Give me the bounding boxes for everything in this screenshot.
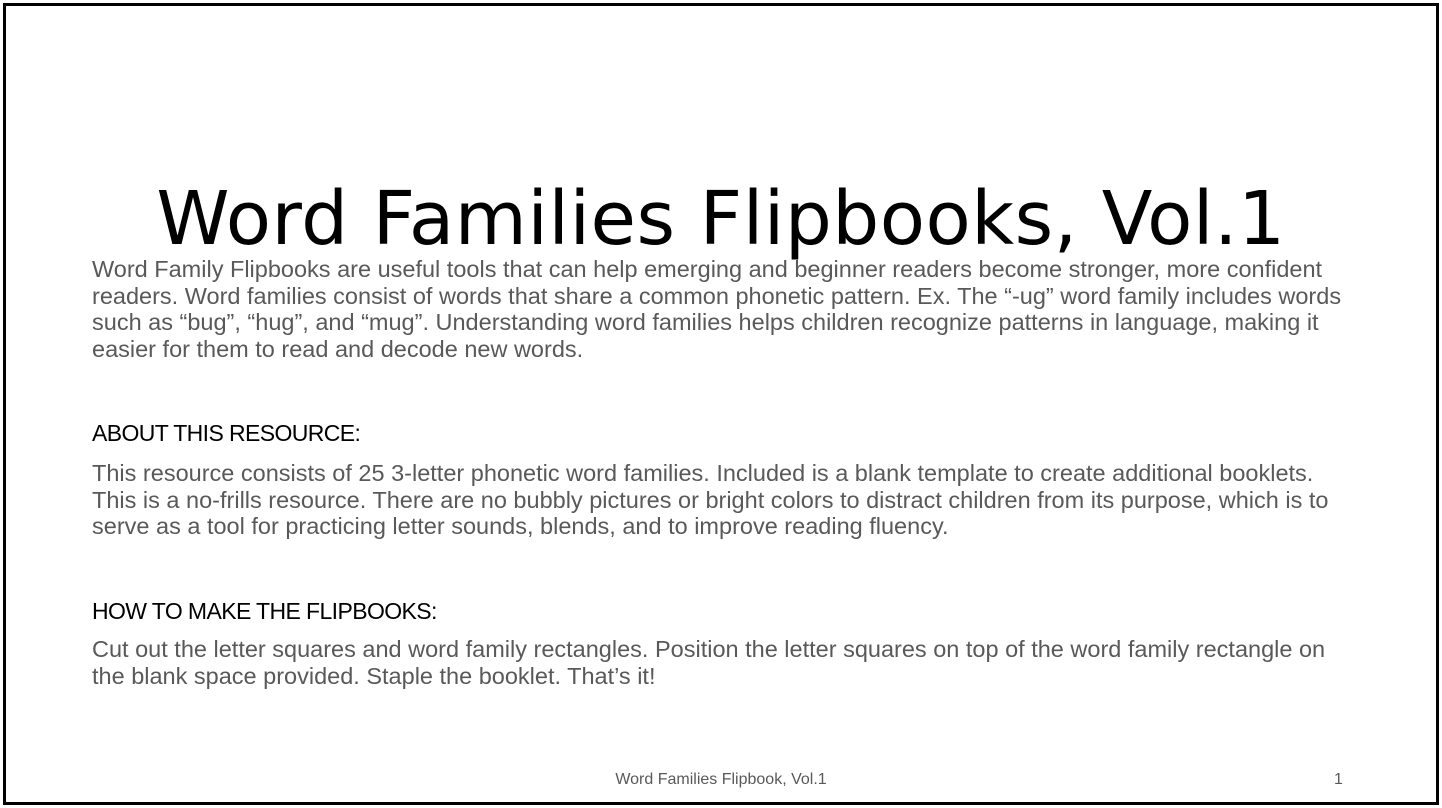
page-number: 1 bbox=[1334, 771, 1343, 788]
how-to-heading: HOW TO MAKE THE FLIPBOOKS: bbox=[92, 598, 437, 624]
about-resource-paragraph: This resource consists of 25 3-letter phonetic word families. Included is a blank template to create additional booklets. This is a no-frills resource. There are no bubbly pictures or bright colors to distract children from its purpose, which is to serve as a tool for practicing letter sounds, blends, and to improve reading fluency. bbox=[92, 460, 1329, 539]
how-to-paragraph: Cut out the letter squares and word family rectangles. Position the letter squares on top of the word family rectangle on the blank space provided. Staple the booklet. That’s it! bbox=[92, 636, 1326, 689]
about-resource-heading: ABOUT THIS RESOURCE: bbox=[92, 420, 361, 446]
footer-title: Word Families Flipbook, Vol.1 bbox=[615, 771, 827, 788]
document-page bbox=[3, 3, 1439, 805]
page-title: Word Families Flipbooks, Vol.1 bbox=[156, 175, 1286, 262]
intro-paragraph: Word Family Flipbooks are useful tools that can help emerging and beginner readers become stronger, more confident readers. Word families consist of words that share a common phonetic pattern. Ex. The “-ug” word family includes words such as “bug”, “hug”, and “mug”. Understanding word families helps children recognize patterns in language, making it easier for them to read and decode new words. bbox=[92, 256, 1342, 362]
